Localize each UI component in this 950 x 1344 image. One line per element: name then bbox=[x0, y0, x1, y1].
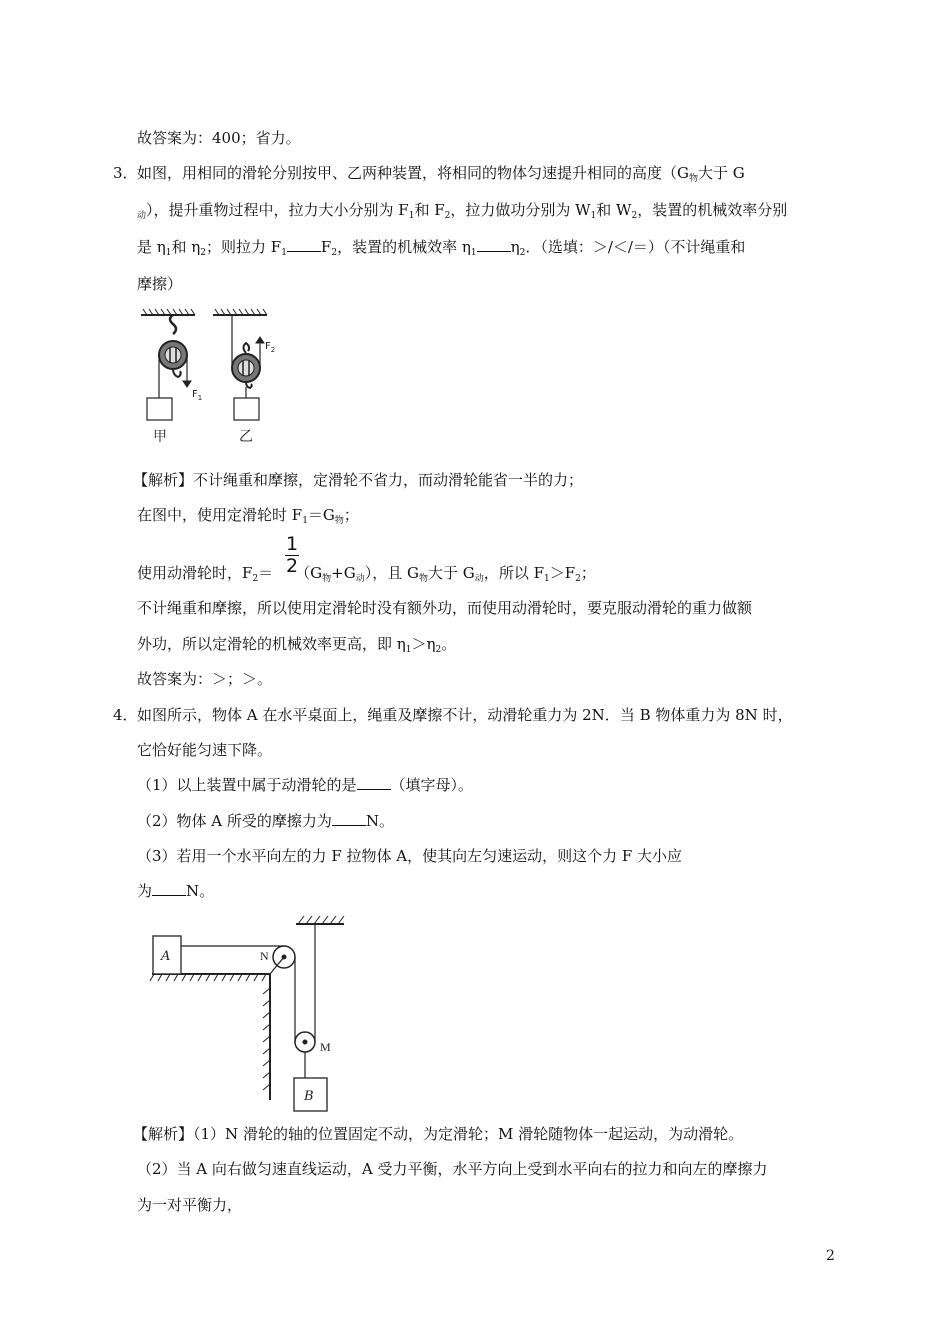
pulley-m bbox=[295, 1032, 315, 1078]
fixed-pulley bbox=[159, 315, 187, 398]
label-a: A bbox=[161, 949, 171, 964]
arrow-f1 bbox=[183, 375, 191, 387]
q4-sub1: （1）以上装置中属于动滑轮的是 （填字母）。 bbox=[137, 776, 474, 794]
table-surface bbox=[150, 974, 270, 1100]
pulley-figure-q3 bbox=[135, 305, 285, 445]
answer-blank bbox=[477, 237, 511, 252]
q3-analysis-line5: 外功，所以定滑轮的机械效率更高，即 $\eta_1>\eta_2$。 bbox=[137, 635, 457, 655]
q4-line1: 如图所示，物体 A 在水平桌面上，绳重及摩擦不计，动滑轮重力为 2N．当 B 物体重力为 8N 时， bbox=[137, 706, 793, 724]
label-yi: 乙 bbox=[239, 429, 253, 445]
answer-blank bbox=[152, 881, 186, 896]
pulley-figure-q4 bbox=[148, 908, 353, 1118]
q3-line2: $_动$），提升重物过程中，拉力大小分别为 $F_1$和 $F_2$，拉力做功分别为 $W_1$和 $W_2$，装置的机械效率分别 bbox=[137, 201, 788, 221]
weight-block-yi bbox=[234, 398, 259, 420]
q3-analysis-line3: 使用动滑轮时，$F_2= (G_物+G_动)$，且 $G_物$大于 $G_动$，所以 $F_1>F_2$； bbox=[137, 564, 596, 584]
answer-blank bbox=[287, 237, 321, 252]
pulley-n bbox=[270, 946, 295, 974]
q4-sub3: （3）若用一个水平向左的力 F 拉物体 A，使其向左匀速运动，则这个力 F 大小应 bbox=[137, 847, 683, 865]
q3-analysis-line4: 不计绳重和摩擦，所以使用定滑轮时没有额外功，而使用动滑轮时，要克服动滑轮的重力做额 bbox=[137, 599, 753, 617]
ceiling-hatch bbox=[296, 916, 344, 924]
q3-analysis-line1: 【解析】不计绳重和摩擦，定滑轮不省力，而动滑轮能省一半的力； bbox=[133, 471, 584, 489]
movable-pulley bbox=[232, 315, 260, 398]
label-f1: $F_1$ bbox=[192, 389, 203, 402]
q4-line2: 它恰好能匀速下降。 bbox=[137, 741, 273, 759]
label-b: B bbox=[304, 1089, 314, 1104]
q3-analysis-line2: 在图中，使用定滑轮时 $F_1=G_物$； bbox=[137, 506, 359, 526]
q4-analysis-line2: （2）当 A 向右做匀速直线运动，A 受力平衡，水平方向上受到水平向右的拉力和向左的摩擦力 bbox=[137, 1160, 768, 1178]
arrow-f2 bbox=[256, 337, 264, 351]
q3-number: 3． bbox=[113, 164, 138, 182]
q4-analysis-line3: 为一对平衡力， bbox=[137, 1196, 243, 1214]
q3-line3: 是 $\eta_1$和 $\eta_2$；则拉力 $F_1$ $F_2$，装置的机械效率 $\eta_1$ $\eta_2$．（选填：＞/＜/＝）（不计绳重和 bbox=[137, 238, 746, 258]
page-number: 2 bbox=[826, 1248, 835, 1264]
ceiling-hatch bbox=[141, 309, 267, 315]
q2-answer: 故答案为：400；省力。 bbox=[137, 129, 301, 147]
answer-blank bbox=[332, 811, 366, 826]
q4-analysis-line1: 【解析】（1）N 滑轮的轴的位置固定不动，为定滑轮；M 滑轮随物体一起运动，为动滑轮。 bbox=[133, 1125, 744, 1143]
label-m: M bbox=[320, 1040, 331, 1054]
q4-sub2: （2）物体 A 所受的摩擦力为 N。 bbox=[137, 812, 395, 830]
answer-blank bbox=[357, 775, 391, 790]
weight-block-jia bbox=[147, 398, 172, 420]
q3-line4: 摩擦） bbox=[137, 275, 183, 293]
q3-line1: 如图，用相同的滑轮分别按甲、乙两种装置，将相同的物体匀速提升相同的高度（$G_物$大于 G bbox=[137, 164, 745, 184]
q4-number: 4． bbox=[113, 706, 138, 724]
q3-answer: 故答案为：＞；＞。 bbox=[137, 670, 273, 688]
label-jia: 甲 bbox=[153, 429, 167, 445]
q4-sub3-cont: 为 N。 bbox=[137, 882, 215, 900]
label-n: N bbox=[260, 949, 269, 963]
label-f2: $F_2$ bbox=[265, 341, 276, 354]
